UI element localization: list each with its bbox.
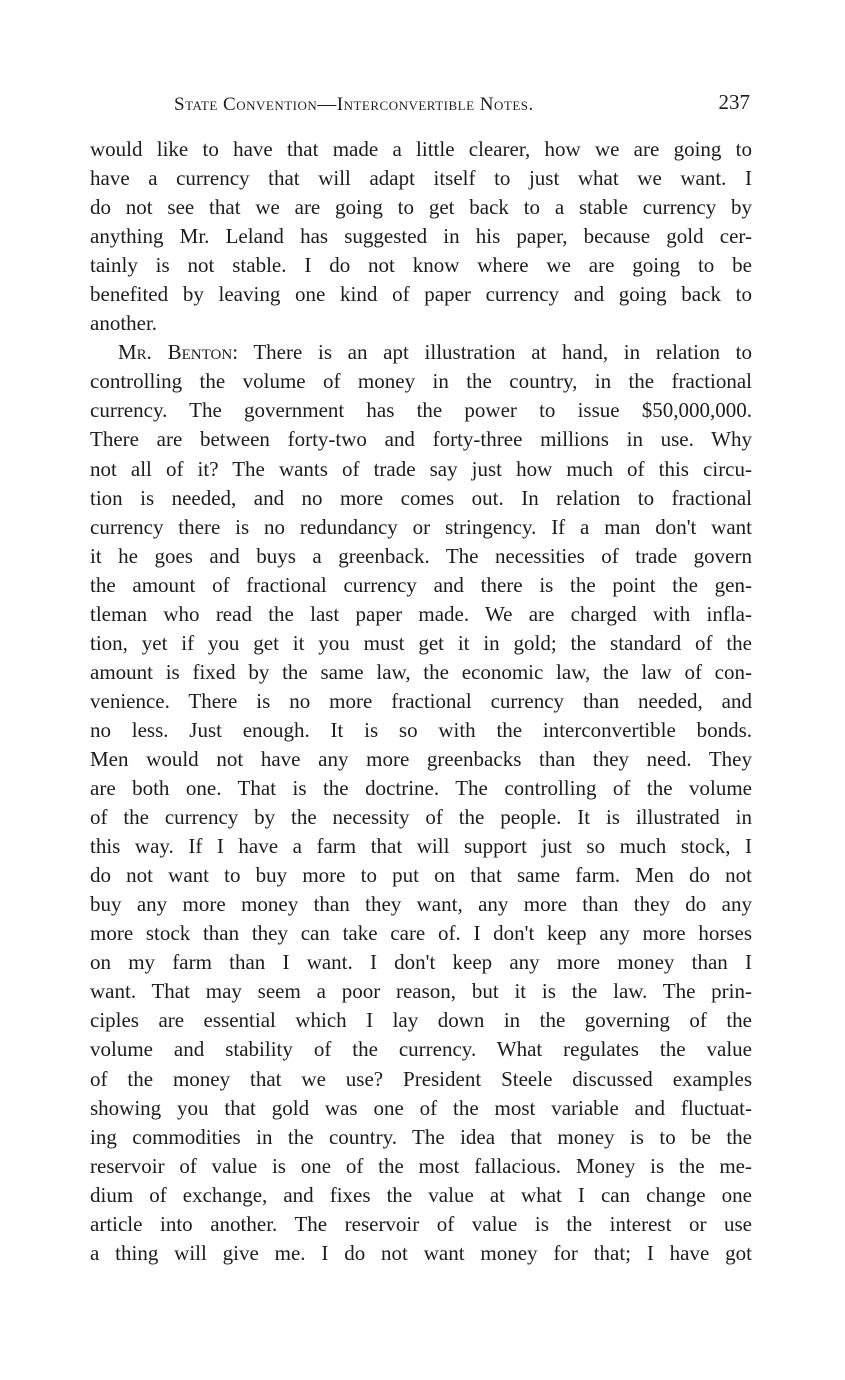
text-line: not all of it? The wants of trade say just how much of this circu- — [90, 456, 752, 481]
text-line: it he goes and buys a greenback. The necessities of trade govern — [90, 543, 752, 568]
text-line: would like to have that made a little clearer, how we are going to — [90, 137, 752, 161]
paragraph-1 — [90, 135, 752, 338]
text-line: reservoir of value is one of the most fallacious. Money is the me- — [90, 1153, 752, 1178]
text-line: no less. Just enough. It is so with the interconvertible bonds. — [90, 717, 752, 742]
text-line: are both one. That is the doctrine. The controlling of the volume — [90, 776, 752, 801]
running-header — [90, 90, 750, 120]
text-line: volume and stability of the currency. What regulates the value — [90, 1037, 752, 1062]
text-line: have a currency that will adapt itself to just what we want. I — [90, 166, 752, 191]
text-line — [90, 338, 752, 367]
text-line: amount is fixed by the same law, the economic law, the law of con- — [90, 659, 752, 684]
text-line: article into another. The reservoir of value is the interest or use — [90, 1211, 752, 1236]
text-line: benefited by leaving one kind of paper currency and going back to — [90, 282, 752, 307]
text-line: this way. If I have a farm that will support just so much stock, I — [90, 834, 752, 859]
text-line: currency there is no redundancy or stringency. If a man don't want — [90, 514, 752, 539]
first-line-text: : There is an apt illustration at hand, in relation to — [232, 340, 752, 365]
text-line: do not want to buy more to put on that same farm. Men do not — [90, 863, 752, 888]
text-line: anything Mr. Leland has suggested in his paper, because gold cer- — [90, 224, 752, 249]
text-line: a thing will give me. I do not want money for that; I have got — [90, 1240, 752, 1265]
text-line: more stock than they can take care of. I don't keep any more horses — [90, 921, 752, 946]
text-line: showing you that gold was one of the most variable and fluctuat- — [90, 1095, 752, 1120]
text-line: Men would not have any more greenbacks than they need. They — [90, 746, 752, 771]
text-line: buy any more money than they want, any more than they do any — [90, 892, 752, 917]
text-line: currency. The government has the power to issue $50,000,000. — [90, 398, 752, 423]
text-line: dium of exchange, and fixes the value at what I can change one — [90, 1182, 752, 1207]
text-line: tainly is not stable. I do not know where we are going to be — [90, 253, 752, 278]
text-line: on my farm than I want. I don't keep any more money than I — [90, 950, 752, 975]
text-line: tleman who read the last paper made. We are charged with infla- — [90, 601, 752, 626]
text-line: the amount of fractional currency and there is the point the gen- — [90, 572, 752, 597]
running-title: State Convention—Interconvertible Notes. — [174, 94, 534, 115]
text-line: of the money that we use? President Steele discussed examples — [90, 1066, 752, 1091]
text-line: tion, yet if you get it you must get it in gold; the standard of the — [90, 630, 752, 655]
paragraph-2 — [90, 338, 752, 1268]
text-line: of the currency by the necessity of the people. It is illustrated in — [90, 805, 752, 830]
text-line: controlling the volume of money in the country, in the fractional — [90, 369, 752, 394]
text-line: do not see that we are going to get back to a stable currency by — [90, 195, 752, 220]
page-number: 237 — [718, 90, 750, 114]
text-line: tion is needed, and no more comes out. In relation to fractional — [90, 485, 752, 510]
text-line: ciples are essential which I lay down in the governing of the — [90, 1008, 752, 1033]
text-line: There are between forty-two and forty-three millions in use. Why — [90, 427, 752, 452]
speaker-name: Mr. Benton — [118, 340, 233, 365]
text-line: venience. There is no more fractional currency than needed, and — [90, 688, 752, 713]
text-line: another. — [90, 311, 158, 336]
page-body — [90, 135, 752, 1268]
text-line: want. That may seem a poor reason, but it is the law. The prin- — [90, 979, 752, 1004]
text-line: ing commodities in the country. The idea that money is to be the — [90, 1124, 752, 1149]
